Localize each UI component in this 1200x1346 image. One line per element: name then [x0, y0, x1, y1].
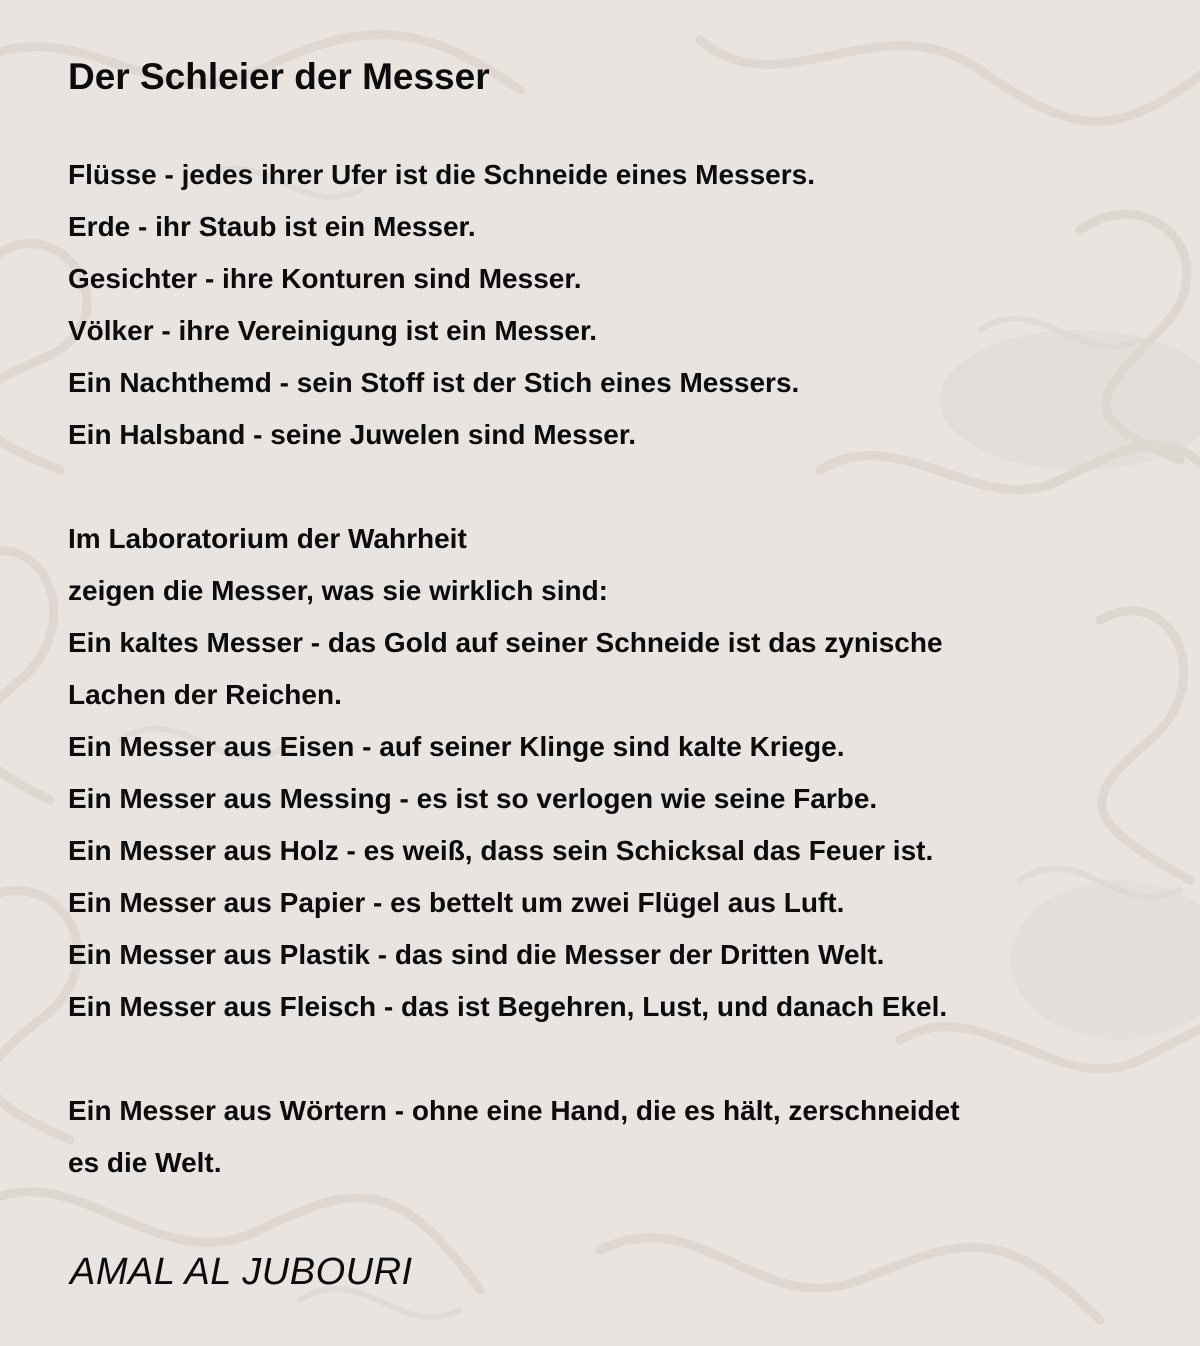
stanza-3 [68, 1085, 1168, 1189]
poem-line: Lachen der Reichen. [68, 679, 342, 710]
poem-line: zeigen die Messer, was sie wirklich sind: [68, 575, 608, 606]
poem-body [68, 149, 1168, 1189]
poem-line: Ein Messer aus Messing - es ist so verlogen wie seine Farbe. [68, 783, 878, 814]
poem-line: Gesichter - ihre Konturen sind Messer. [68, 263, 582, 294]
stanza-1 [68, 149, 1168, 461]
poem-line: Ein Messer aus Holz - es weiß, dass sein Schicksal das Feuer ist. [68, 835, 934, 866]
poem-line: Flüsse - jedes ihrer Ufer ist die Schneide eines Messers. [68, 159, 815, 190]
poem-line: Ein Messer aus Plastik - das sind die Messer der Dritten Welt. [68, 939, 885, 970]
stanza-divider [68, 461, 1168, 513]
poem-line: Ein Nachthemd - sein Stoff ist der Stich eines Messers. [68, 367, 800, 398]
stanza-2 [68, 513, 1168, 1033]
poem-line: Völker - ihre Vereinigung ist ein Messer. [68, 315, 598, 346]
poem-line: Ein Messer aus Wörtern - ohne eine Hand, die es hält, zerschneidet [68, 1095, 960, 1126]
stanza-divider [68, 1033, 1168, 1085]
poem-line: Ein Messer aus Eisen - auf seiner Klinge sind kalte Kriege. [68, 731, 845, 762]
poem-line: Ein Halsband - seine Juwelen sind Messer. [68, 419, 636, 450]
poem-line: Ein kaltes Messer - das Gold auf seiner Schneide ist das zynische [68, 627, 943, 658]
poem-line: es die Welt. [68, 1147, 222, 1178]
poem-title: Der Schleier der Messer [68, 56, 490, 97]
poem-line: Ein Messer aus Papier - es bettelt um zwei Flügel aus Luft. [68, 887, 845, 918]
poem-line: Erde - ihr Staub ist ein Messer. [68, 211, 476, 242]
poem-line: Im Laboratorium der Wahrheit [68, 523, 467, 554]
poem-line: Ein Messer aus Fleisch - das ist Begehren, Lust, und danach Ekel. [68, 991, 948, 1022]
poem-author: AMAL AL JUBOURI [70, 1251, 413, 1293]
